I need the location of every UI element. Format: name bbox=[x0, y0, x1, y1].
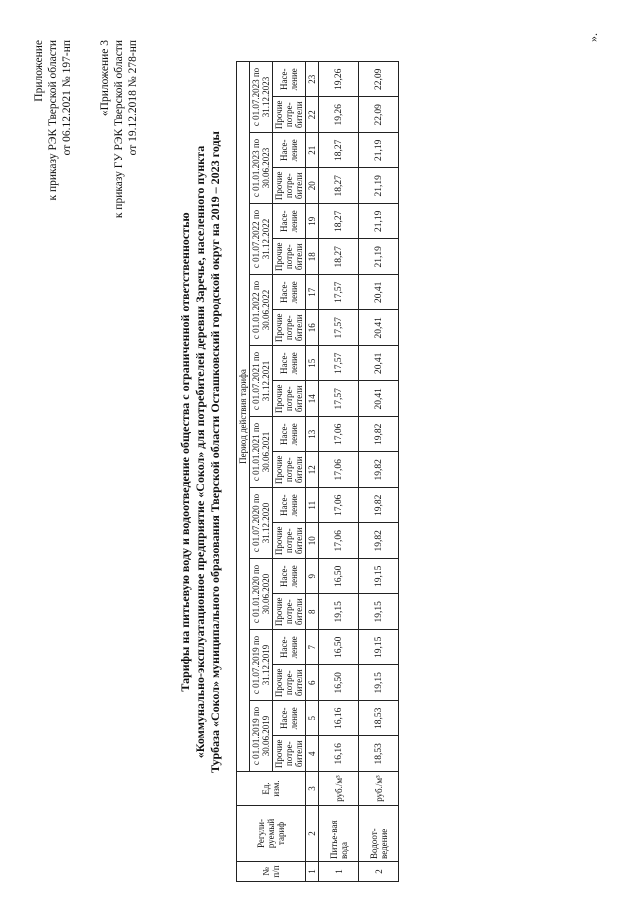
tariff-name: Водоот-ведение bbox=[359, 806, 399, 862]
column-number: 4 bbox=[306, 736, 319, 772]
col-header-number: № п/п bbox=[237, 862, 306, 882]
column-number: 12 bbox=[306, 452, 319, 488]
tariff-value: 19,15 bbox=[359, 559, 399, 595]
period-cell: с 01.01.2020 по 30.06.2020 bbox=[250, 559, 273, 630]
column-number: 15 bbox=[306, 346, 319, 382]
tariff-value: 17,06 bbox=[319, 417, 359, 453]
tariff-value: 17,57 bbox=[319, 346, 359, 382]
attachment-line: «Приложение 3 bbox=[99, 40, 111, 117]
subheader-other-consumers: Прочие потре-бители bbox=[273, 665, 306, 701]
tariff-value: 20,41 bbox=[359, 381, 399, 417]
tariff-value: 20,41 bbox=[359, 275, 399, 311]
tariff-value: 22,09 bbox=[359, 97, 399, 133]
subheader-population: Насе-ление bbox=[273, 701, 306, 737]
tariff-value: 19,15 bbox=[359, 665, 399, 701]
column-number: 7 bbox=[306, 630, 319, 666]
tariff-value: 17,06 bbox=[319, 488, 359, 524]
subheader-population: Насе-ление bbox=[273, 630, 306, 666]
subheader-population: Насе-ление bbox=[273, 133, 306, 169]
tariff-value: 16,16 bbox=[319, 701, 359, 737]
subheader-population: Насе-ление bbox=[273, 417, 306, 453]
title-line: «Коммунально-эксплуатационное предприятие «Сокол» для потребителей деревни Заречье, населенного пункта bbox=[193, 145, 207, 759]
tariff-value: 18,27 bbox=[319, 168, 359, 204]
column-number: 8 bbox=[306, 594, 319, 630]
subheader-other-consumers: Прочие потре-бители bbox=[273, 97, 306, 133]
attachment-line: к приказу РЭК Тверской области bbox=[47, 40, 59, 201]
column-number: 21 bbox=[306, 133, 319, 169]
period-cell: с 01.01.2022 по 30.06.2022 bbox=[250, 275, 273, 346]
table-row bbox=[359, 62, 399, 882]
subheader-other-consumers: Прочие потре-бители bbox=[273, 168, 306, 204]
attachment-line: Приложение bbox=[33, 40, 45, 102]
tariff-value: 17,57 bbox=[319, 275, 359, 311]
column-number: 20 bbox=[306, 168, 319, 204]
unit-cell: руб./м³ bbox=[319, 772, 359, 806]
attachment-line: от 19.12.2018 № 278-нп bbox=[127, 40, 139, 156]
subheader-population: Насе-ление bbox=[273, 488, 306, 524]
tariff-value: 16,50 bbox=[319, 559, 359, 595]
tariff-table bbox=[236, 61, 399, 882]
column-number: 22 bbox=[306, 97, 319, 133]
tariff-value: 17,06 bbox=[319, 523, 359, 559]
tariff-value: 18,53 bbox=[359, 701, 399, 737]
column-number: 18 bbox=[306, 239, 319, 275]
column-number: 1 bbox=[306, 862, 319, 882]
header-row bbox=[250, 62, 273, 882]
period-cell: с 01.01.2023 по 30.06.2023 bbox=[250, 133, 273, 204]
tariff-value: 19,82 bbox=[359, 523, 399, 559]
tariff-value: 19,15 bbox=[359, 630, 399, 666]
tariff-name: Питье-вая вода bbox=[319, 806, 359, 862]
attachment-block-current bbox=[32, 40, 74, 201]
subheader-population: Насе-ление bbox=[273, 62, 306, 98]
period-cell: с 01.07.2019 по 31.12.2019 bbox=[250, 630, 273, 701]
subheader-other-consumers: Прочие потре-бители bbox=[273, 239, 306, 275]
tariff-value: 21,19 bbox=[359, 133, 399, 169]
tariff-value: 17,57 bbox=[319, 310, 359, 346]
column-number: 3 bbox=[306, 772, 319, 806]
row-number: 1 bbox=[319, 862, 359, 882]
tariff-value: 19,15 bbox=[319, 594, 359, 630]
subheader-population: Насе-ление bbox=[273, 346, 306, 382]
column-number: 5 bbox=[306, 701, 319, 737]
period-cell: с 01.07.2021 по 31.12.2021 bbox=[250, 346, 273, 417]
tariff-value: 18,27 bbox=[319, 204, 359, 240]
tariff-value: 19,82 bbox=[359, 488, 399, 524]
subheader-other-consumers: Прочие потре-бители bbox=[273, 736, 306, 772]
column-number: 13 bbox=[306, 417, 319, 453]
column-number: 23 bbox=[306, 62, 319, 98]
header-row bbox=[273, 62, 306, 882]
tariff-value: 18,27 bbox=[319, 133, 359, 169]
tariff-value: 17,06 bbox=[319, 452, 359, 488]
column-number: 17 bbox=[306, 275, 319, 311]
subheader-other-consumers: Прочие потре-бители bbox=[273, 310, 306, 346]
column-number: 16 bbox=[306, 310, 319, 346]
period-cell: с 01.07.2020 по 31.12.2020 bbox=[250, 488, 273, 559]
period-cell: с 01.01.2021 по 30.06.2021 bbox=[250, 417, 273, 488]
subheader-other-consumers: Прочие потре-бители bbox=[273, 523, 306, 559]
tariff-value: 16,50 bbox=[319, 665, 359, 701]
column-number: 2 bbox=[306, 806, 319, 862]
subheader-population: Насе-ление bbox=[273, 204, 306, 240]
tariff-value: 20,41 bbox=[359, 346, 399, 382]
tariff-value: 21,19 bbox=[359, 168, 399, 204]
document-title bbox=[178, 40, 223, 864]
tariff-value: 19,26 bbox=[319, 97, 359, 133]
tariff-value: 19,82 bbox=[359, 452, 399, 488]
attachment-line: к приказу ГУ РЭК Тверской области bbox=[113, 40, 125, 219]
column-number: 10 bbox=[306, 523, 319, 559]
col-header-tariff: Регули-руемый тариф bbox=[237, 806, 306, 862]
subheader-other-consumers: Прочие потре-бители bbox=[273, 594, 306, 630]
tariff-value: 18,53 bbox=[359, 736, 399, 772]
column-number: 6 bbox=[306, 665, 319, 701]
tariff-value: 18,27 bbox=[319, 239, 359, 275]
header-row bbox=[237, 62, 250, 882]
column-number: 14 bbox=[306, 381, 319, 417]
period-cell: с 01.07.2022 по 31.12.2022 bbox=[250, 204, 273, 275]
column-number: 11 bbox=[306, 488, 319, 524]
subheader-population: Насе-ление bbox=[273, 275, 306, 311]
subheader-other-consumers: Прочие потре-бители bbox=[273, 452, 306, 488]
row-number: 2 bbox=[359, 862, 399, 882]
col-header-unit: Ед. изм. bbox=[237, 772, 306, 806]
attachment-line: от 06.12.2021 № 197-нп bbox=[61, 40, 73, 156]
tariff-value: 19,15 bbox=[359, 594, 399, 630]
period-header: Период действия тарифа bbox=[237, 62, 250, 772]
title-line: Турбаза «Сокол» муниципального образования Тверской области Осташковский городской округ на 2019 – 2023 годы bbox=[208, 131, 222, 773]
tariff-value: 19,26 bbox=[319, 62, 359, 98]
period-cell: с 01.07.2023 по 31.12.2023 bbox=[250, 62, 273, 133]
column-number-row bbox=[306, 62, 319, 882]
table-row bbox=[319, 62, 359, 882]
tariff-value: 16,50 bbox=[319, 630, 359, 666]
title-line: Тарифы на питьевую воду и водоотведение общества с ограниченной ответственностью bbox=[178, 212, 192, 692]
column-number: 9 bbox=[306, 559, 319, 595]
column-number: 19 bbox=[306, 204, 319, 240]
subheader-population: Насе-ление bbox=[273, 559, 306, 595]
attachment-block-previous bbox=[98, 40, 140, 218]
tariff-value: 21,19 bbox=[359, 204, 399, 240]
unit-cell: руб./м³ bbox=[359, 772, 399, 806]
closing-quote: ». bbox=[586, 33, 600, 42]
tariff-value: 20,41 bbox=[359, 310, 399, 346]
tariff-value: 17,57 bbox=[319, 381, 359, 417]
tariff-value: 22,09 bbox=[359, 62, 399, 98]
tariff-value: 16,16 bbox=[319, 736, 359, 772]
tariff-value: 21,19 bbox=[359, 239, 399, 275]
subheader-other-consumers: Прочие потре-бители bbox=[273, 381, 306, 417]
tariff-value: 19,82 bbox=[359, 417, 399, 453]
period-cell: с 01.01.2019 по 30.06.2019 bbox=[250, 701, 273, 772]
